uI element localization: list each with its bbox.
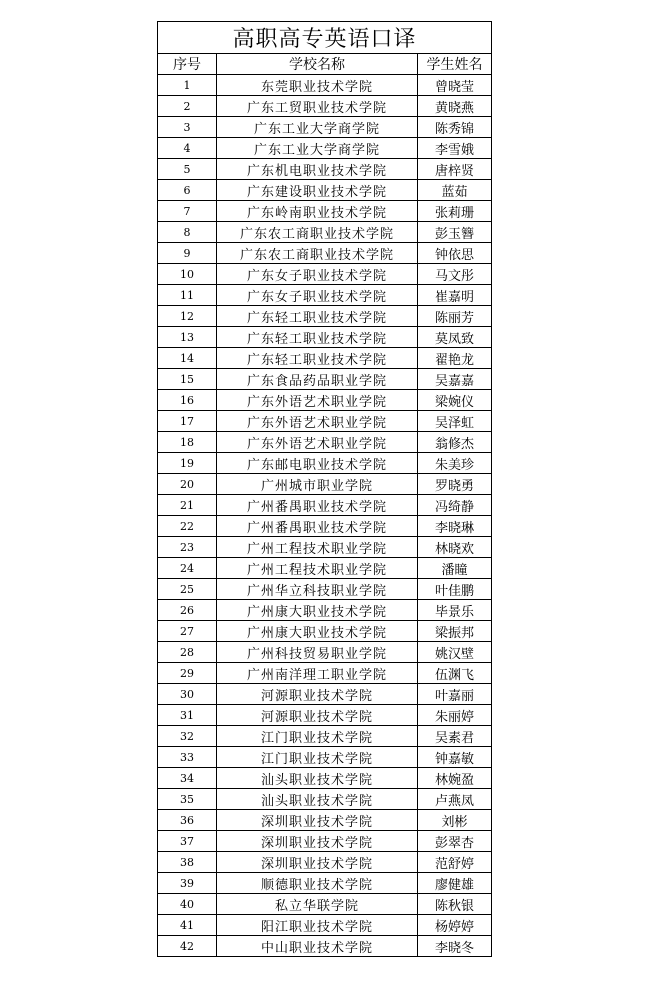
row-student: 彭翠杏 — [418, 831, 492, 852]
header-school: 学校名称 — [217, 54, 418, 75]
row-student: 罗晓勇 — [418, 474, 492, 495]
row-seq: 11 — [158, 285, 217, 306]
row-seq: 9 — [158, 243, 217, 264]
row-school: 广东农工商职业技术学院 — [217, 222, 418, 243]
row-seq: 20 — [158, 474, 217, 495]
table-row — [158, 705, 492, 726]
row-seq: 14 — [158, 348, 217, 369]
row-student: 朱丽婷 — [418, 705, 492, 726]
row-student: 潘瞳 — [418, 558, 492, 579]
row-school: 广东工业大学商学院 — [217, 117, 418, 138]
table-row — [158, 474, 492, 495]
row-student: 黄晓燕 — [418, 96, 492, 117]
row-student: 林婉盈 — [418, 768, 492, 789]
row-student: 林晓欢 — [418, 537, 492, 558]
row-student: 翁修杰 — [418, 432, 492, 453]
row-school: 广东女子职业技术学院 — [217, 285, 418, 306]
row-seq: 42 — [158, 936, 217, 957]
row-student: 杨婷婷 — [418, 915, 492, 936]
row-seq: 27 — [158, 621, 217, 642]
row-school: 广州工程技术职业学院 — [217, 558, 418, 579]
row-seq: 40 — [158, 894, 217, 915]
table-row — [158, 789, 492, 810]
row-school: 广东食品药品职业学院 — [217, 369, 418, 390]
table-row — [158, 768, 492, 789]
row-school: 汕头职业技术学院 — [217, 768, 418, 789]
row-school: 广州科技贸易职业学院 — [217, 642, 418, 663]
table-row — [158, 642, 492, 663]
row-school: 广州南洋理工职业学院 — [217, 663, 418, 684]
table-row — [158, 222, 492, 243]
row-seq: 33 — [158, 747, 217, 768]
row-seq: 29 — [158, 663, 217, 684]
table-row — [158, 264, 492, 285]
row-seq: 13 — [158, 327, 217, 348]
row-student: 李雪娥 — [418, 138, 492, 159]
row-student: 唐梓贤 — [418, 159, 492, 180]
row-seq: 22 — [158, 516, 217, 537]
table-row — [158, 327, 492, 348]
row-student: 吴素君 — [418, 726, 492, 747]
row-school: 广州番禺职业技术学院 — [217, 495, 418, 516]
row-seq: 7 — [158, 201, 217, 222]
table-row — [158, 411, 492, 432]
table-title: 高职高专英语口译 — [158, 22, 492, 54]
row-school: 广东外语艺术职业学院 — [217, 390, 418, 411]
row-school: 广东农工商职业技术学院 — [217, 243, 418, 264]
row-school: 广州番禺职业技术学院 — [217, 516, 418, 537]
row-student: 李晓琳 — [418, 516, 492, 537]
row-seq: 36 — [158, 810, 217, 831]
row-school: 私立华联学院 — [217, 894, 418, 915]
row-seq: 24 — [158, 558, 217, 579]
table-row — [158, 894, 492, 915]
row-seq: 3 — [158, 117, 217, 138]
table-row — [158, 810, 492, 831]
table-row — [158, 516, 492, 537]
row-seq: 6 — [158, 180, 217, 201]
row-school: 广东工贸职业技术学院 — [217, 96, 418, 117]
row-student: 吴嘉嘉 — [418, 369, 492, 390]
row-student: 钟依思 — [418, 243, 492, 264]
row-seq: 31 — [158, 705, 217, 726]
row-school: 广东女子职业技术学院 — [217, 264, 418, 285]
row-student: 廖健雄 — [418, 873, 492, 894]
row-school: 汕头职业技术学院 — [217, 789, 418, 810]
row-student: 冯绮静 — [418, 495, 492, 516]
table-row — [158, 96, 492, 117]
row-school: 中山职业技术学院 — [217, 936, 418, 957]
row-student: 叶嘉丽 — [418, 684, 492, 705]
row-student: 刘彬 — [418, 810, 492, 831]
table-row — [158, 348, 492, 369]
row-school: 阳江职业技术学院 — [217, 915, 418, 936]
table-row — [158, 873, 492, 894]
row-student: 曾晓莹 — [418, 75, 492, 96]
table-row — [158, 285, 492, 306]
row-school: 江门职业技术学院 — [217, 726, 418, 747]
table-row — [158, 726, 492, 747]
header-seq: 序号 — [158, 54, 217, 75]
row-school: 广东轻工职业技术学院 — [217, 327, 418, 348]
table-row — [158, 621, 492, 642]
table-row — [158, 180, 492, 201]
row-seq: 25 — [158, 579, 217, 600]
row-seq: 10 — [158, 264, 217, 285]
row-student: 卢燕凤 — [418, 789, 492, 810]
row-student: 马文彤 — [418, 264, 492, 285]
row-seq: 2 — [158, 96, 217, 117]
table-row — [158, 663, 492, 684]
table-row — [158, 75, 492, 96]
row-seq: 35 — [158, 789, 217, 810]
row-school: 深圳职业技术学院 — [217, 852, 418, 873]
row-student: 蓝茹 — [418, 180, 492, 201]
table-row — [158, 369, 492, 390]
table-row — [158, 390, 492, 411]
row-student: 崔嘉明 — [418, 285, 492, 306]
row-school: 广州华立科技职业学院 — [217, 579, 418, 600]
row-student: 梁振邦 — [418, 621, 492, 642]
row-student: 陈秀锦 — [418, 117, 492, 138]
row-student: 陈秋银 — [418, 894, 492, 915]
table-row — [158, 684, 492, 705]
row-student: 姚汉壁 — [418, 642, 492, 663]
row-seq: 19 — [158, 453, 217, 474]
row-seq: 1 — [158, 75, 217, 96]
row-school: 广州康大职业技术学院 — [217, 621, 418, 642]
table-row — [158, 558, 492, 579]
row-seq: 4 — [158, 138, 217, 159]
row-seq: 34 — [158, 768, 217, 789]
row-student: 叶佳鹏 — [418, 579, 492, 600]
row-student: 伍渊飞 — [418, 663, 492, 684]
table-row — [158, 495, 492, 516]
row-student: 范舒婷 — [418, 852, 492, 873]
row-school: 广东岭南职业技术学院 — [217, 201, 418, 222]
row-school: 深圳职业技术学院 — [217, 831, 418, 852]
row-school: 广东外语艺术职业学院 — [217, 432, 418, 453]
row-school: 广州康大职业技术学院 — [217, 600, 418, 621]
row-seq: 38 — [158, 852, 217, 873]
row-school: 广东轻工职业技术学院 — [217, 306, 418, 327]
row-student: 莫凤致 — [418, 327, 492, 348]
row-student: 朱美珍 — [418, 453, 492, 474]
table-row — [158, 159, 492, 180]
table-row — [158, 852, 492, 873]
row-school: 广东工业大学商学院 — [217, 138, 418, 159]
row-seq: 23 — [158, 537, 217, 558]
row-school: 广东机电职业技术学院 — [217, 159, 418, 180]
table-row — [158, 747, 492, 768]
table-row — [158, 201, 492, 222]
row-seq: 17 — [158, 411, 217, 432]
row-school: 河源职业技术学院 — [217, 705, 418, 726]
title-row — [158, 22, 492, 54]
row-student: 陈丽芳 — [418, 306, 492, 327]
row-seq: 16 — [158, 390, 217, 411]
row-seq: 32 — [158, 726, 217, 747]
row-student: 张莉珊 — [418, 201, 492, 222]
row-school: 顺德职业技术学院 — [217, 873, 418, 894]
table-row — [158, 453, 492, 474]
row-seq: 21 — [158, 495, 217, 516]
table-row — [158, 537, 492, 558]
row-student: 梁婉仪 — [418, 390, 492, 411]
row-student: 毕景乐 — [418, 600, 492, 621]
row-school: 广州城市职业学院 — [217, 474, 418, 495]
row-seq: 41 — [158, 915, 217, 936]
table-row — [158, 138, 492, 159]
table-row — [158, 831, 492, 852]
table-row — [158, 915, 492, 936]
table-row — [158, 117, 492, 138]
row-seq: 39 — [158, 873, 217, 894]
row-school: 深圳职业技术学院 — [217, 810, 418, 831]
row-seq: 8 — [158, 222, 217, 243]
row-student: 李晓冬 — [418, 936, 492, 957]
row-school: 广州工程技术职业学院 — [217, 537, 418, 558]
row-seq: 15 — [158, 369, 217, 390]
table-row — [158, 306, 492, 327]
table-row — [158, 579, 492, 600]
table-row — [158, 600, 492, 621]
row-student: 钟嘉敏 — [418, 747, 492, 768]
row-seq: 30 — [158, 684, 217, 705]
table-row — [158, 243, 492, 264]
row-seq: 26 — [158, 600, 217, 621]
row-school: 广东轻工职业技术学院 — [217, 348, 418, 369]
row-school: 广东外语艺术职业学院 — [217, 411, 418, 432]
row-student: 吴泽虹 — [418, 411, 492, 432]
row-school: 广东邮电职业技术学院 — [217, 453, 418, 474]
row-school: 河源职业技术学院 — [217, 684, 418, 705]
table-row — [158, 432, 492, 453]
row-seq: 28 — [158, 642, 217, 663]
row-seq: 5 — [158, 159, 217, 180]
row-student: 彭玉簪 — [418, 222, 492, 243]
row-seq: 12 — [158, 306, 217, 327]
row-seq: 18 — [158, 432, 217, 453]
row-student: 翟艳龙 — [418, 348, 492, 369]
header-student: 学生姓名 — [418, 54, 492, 75]
table-row — [158, 936, 492, 957]
roster-table — [157, 21, 492, 957]
row-school: 江门职业技术学院 — [217, 747, 418, 768]
row-school: 广东建设职业技术学院 — [217, 180, 418, 201]
row-school: 东莞职业技术学院 — [217, 75, 418, 96]
row-seq: 37 — [158, 831, 217, 852]
header-row — [158, 54, 492, 75]
